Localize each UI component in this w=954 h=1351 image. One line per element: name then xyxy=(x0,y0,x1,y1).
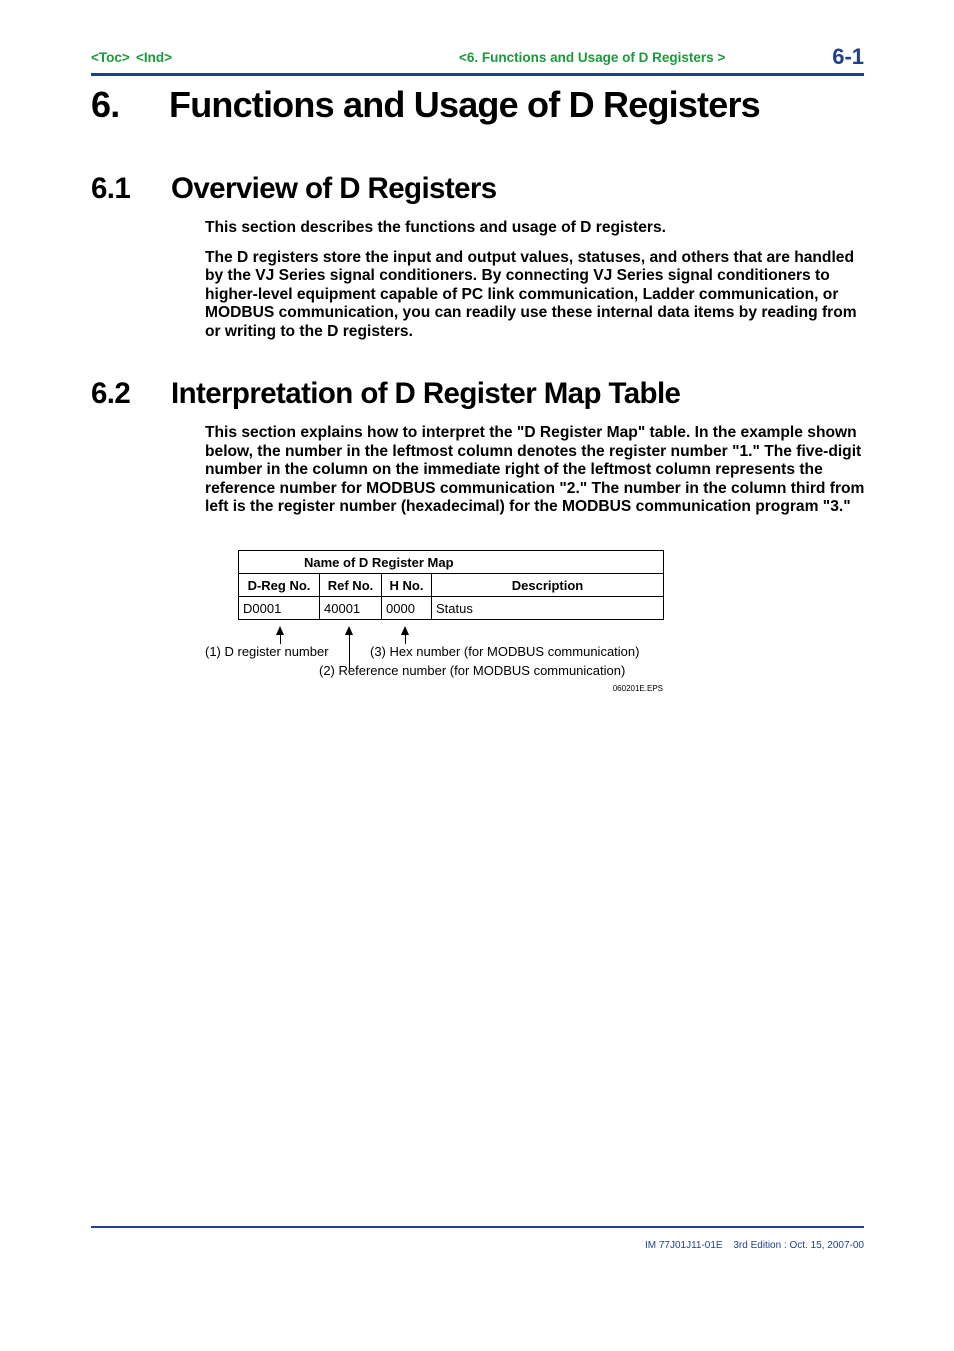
table-cell: D0001 xyxy=(239,597,320,620)
column-header: Ref No. xyxy=(320,574,382,597)
figure-file-id: 060201E.EPS xyxy=(612,684,663,693)
running-header xyxy=(91,44,864,70)
section-heading-6-2 xyxy=(91,377,681,411)
paragraph: This section explains how to interpret the "D Register Map" table. In the example shown below, the number in the leftmost column denotes the register number "1." The five-digit number in the column on the immediate right of the leftmost column represents the reference number for MODBUS communication "2." The number in the column third from left is the register number (hexadecimal) for the MODBUS communication program "3." xyxy=(205,424,865,516)
chapter-number: 6. xyxy=(91,84,120,125)
footer xyxy=(645,1240,864,1251)
callout-2-label: (2) Reference number (for MODBUS communication) xyxy=(319,663,626,678)
section-number: 6.1 xyxy=(91,172,131,205)
register-map-table xyxy=(238,550,664,620)
column-header: H No. xyxy=(382,574,432,597)
document-id: IM 77J01J11-01E xyxy=(644,1240,723,1251)
callout-1-label: (1) D register number xyxy=(205,644,329,659)
table-row xyxy=(239,597,664,620)
table-cell: 0000 xyxy=(382,597,432,620)
chapter-heading xyxy=(91,84,760,126)
edition-info: 3rd Edition : Oct. 15, 2007-00 xyxy=(733,1240,864,1251)
footer-rule xyxy=(91,1226,864,1228)
paragraph: This section describes the functions and usage of D registers. xyxy=(205,219,666,236)
chapter-title: Functions and Usage of D Registers xyxy=(169,84,760,125)
table-title: Name of D Register Map xyxy=(239,551,664,574)
chapter-link[interactable]: <6. Functions and Usage of D Registers > xyxy=(459,50,726,65)
column-header: Description xyxy=(432,574,664,597)
table-header-row xyxy=(239,574,664,597)
table-cell: Status xyxy=(432,597,664,620)
paragraph: The D registers store the input and output values, statuses, and others that are handled by the VJ Series signal conditioners. By connecting VJ Series signal conditioners to higher-level equipment capable of PC link communication, Ladder communication, or MODBUS communication, you can readily use these internal data items by reading from or writing to the D registers. xyxy=(205,248,857,340)
table-title-row xyxy=(239,551,664,574)
table-cell: 40001 xyxy=(320,597,382,620)
section-title: Interpretation of D Register Map Table xyxy=(171,377,681,410)
section-number: 6.2 xyxy=(91,377,131,410)
section-heading-6-1 xyxy=(91,172,497,206)
section-6-2-body xyxy=(205,424,865,517)
arrow-line xyxy=(405,634,406,644)
page-number: 6-1 xyxy=(832,44,864,69)
callout-3-label: (3) Hex number (for MODBUS communication) xyxy=(370,644,640,659)
register-map-figure xyxy=(238,550,664,620)
toc-link[interactable]: <Toc> xyxy=(91,50,130,65)
header-rule xyxy=(91,73,864,76)
index-link[interactable]: <Ind> xyxy=(136,50,173,65)
section-title: Overview of D Registers xyxy=(171,172,497,205)
arrow-line xyxy=(280,634,281,644)
section-6-1-body xyxy=(205,219,865,342)
column-header: D-Reg No. xyxy=(239,574,320,597)
